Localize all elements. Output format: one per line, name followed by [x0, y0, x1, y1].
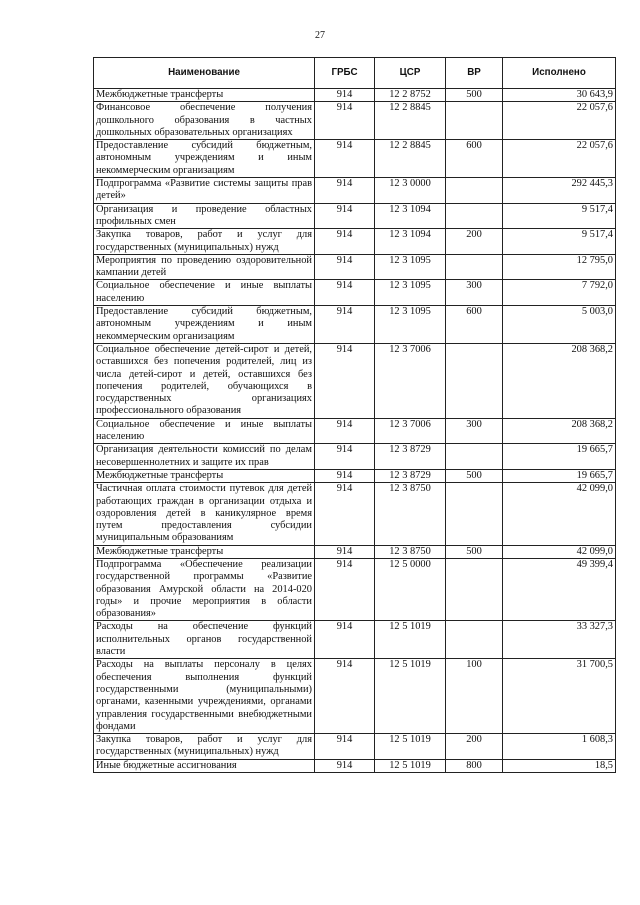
row-name: Организация деятельности комиссий по делам несовершеннолетних и защите их прав — [94, 444, 315, 470]
row-vr: 300 — [446, 418, 503, 444]
row-vr: 500 — [446, 469, 503, 482]
row-amount: 7 792,0 — [503, 280, 616, 306]
row-csr: 12 3 8750 — [375, 483, 446, 545]
row-vr: 500 — [446, 89, 503, 102]
header-amount: Исполнено — [503, 58, 616, 89]
row-amount: 22 057,6 — [503, 102, 616, 140]
row-amount: 19 665,7 — [503, 469, 616, 482]
row-name: Организация и проведение областных профильных смен — [94, 203, 315, 229]
row-name: Подпрограмма «Развитие системы защиты прав детей» — [94, 178, 315, 204]
row-vr: 200 — [446, 734, 503, 760]
row-grbs: 914 — [315, 545, 375, 558]
row-csr: 12 3 7006 — [375, 343, 446, 418]
table-row — [94, 306, 616, 344]
row-name: Финансовое обеспечение получения дошкольного образования в частных дошкольных образовательных организациях — [94, 102, 315, 140]
table-row — [94, 734, 616, 760]
row-csr: 12 5 1019 — [375, 759, 446, 772]
row-vr: 600 — [446, 306, 503, 344]
row-amount: 9 517,4 — [503, 203, 616, 229]
row-amount: 33 327,3 — [503, 621, 616, 659]
row-grbs: 914 — [315, 178, 375, 204]
row-csr: 12 2 8845 — [375, 102, 446, 140]
row-vr — [446, 254, 503, 280]
table-row — [94, 558, 616, 620]
row-grbs: 914 — [315, 306, 375, 344]
row-csr: 12 3 1094 — [375, 203, 446, 229]
row-csr: 12 3 8729 — [375, 444, 446, 470]
table-row — [94, 444, 616, 470]
row-amount: 22 057,6 — [503, 140, 616, 178]
table-row — [94, 545, 616, 558]
row-name: Социальное обеспечение и иные выплаты населению — [94, 418, 315, 444]
row-name: Расходы на обеспечение функций исполнительных органов государственной власти — [94, 621, 315, 659]
header-csr: ЦСР — [375, 58, 446, 89]
row-csr: 12 3 1095 — [375, 254, 446, 280]
table-row — [94, 178, 616, 204]
table-row — [94, 102, 616, 140]
table-row — [94, 621, 616, 659]
table-row — [94, 759, 616, 772]
row-vr: 500 — [446, 545, 503, 558]
row-csr: 12 5 0000 — [375, 558, 446, 620]
row-name: Предоставление субсидий бюджетным, автономным учреждениям и иным некоммерческим организациям — [94, 140, 315, 178]
row-vr — [446, 558, 503, 620]
table-row — [94, 140, 616, 178]
row-csr: 12 3 1095 — [375, 280, 446, 306]
table-row — [94, 203, 616, 229]
table-row — [94, 483, 616, 545]
row-grbs: 914 — [315, 254, 375, 280]
row-amount: 292 445,3 — [503, 178, 616, 204]
page-number: 27 — [315, 30, 325, 41]
row-vr — [446, 343, 503, 418]
row-name: Межбюджетные трансферты — [94, 469, 315, 482]
row-grbs: 914 — [315, 280, 375, 306]
row-name: Социальное обеспечение детей-сирот и детей, оставшихся без попечения родителей, лиц из числа детей-сирот и детей, оставшихся без попечения родителей, обучающихся в государственных организациях профессионального образования — [94, 343, 315, 418]
header-vr: ВР — [446, 58, 503, 89]
row-grbs: 914 — [315, 759, 375, 772]
row-vr: 100 — [446, 659, 503, 734]
row-name: Социальное обеспечение и иные выплаты населению — [94, 280, 315, 306]
row-name: Подпрограмма «Обеспечение реализации государственной программы «Развитие образования Амурской области на 2014-020 годы» и прочие мероприятия в области образования» — [94, 558, 315, 620]
row-amount: 18,5 — [503, 759, 616, 772]
table-row — [94, 280, 616, 306]
row-amount: 208 368,2 — [503, 418, 616, 444]
row-amount: 42 099,0 — [503, 483, 616, 545]
row-grbs: 914 — [315, 343, 375, 418]
row-csr: 12 5 1019 — [375, 734, 446, 760]
row-amount: 5 003,0 — [503, 306, 616, 344]
row-csr: 12 3 1095 — [375, 306, 446, 344]
table-header-row — [94, 58, 616, 89]
row-name: Предоставление субсидий бюджетным, автономным учреждениям и иным некоммерческим организациям — [94, 306, 315, 344]
row-csr: 12 3 7006 — [375, 418, 446, 444]
row-vr: 200 — [446, 229, 503, 255]
budget-table — [93, 57, 616, 773]
row-vr: 800 — [446, 759, 503, 772]
row-amount: 19 665,7 — [503, 444, 616, 470]
row-name: Закупка товаров, работ и услуг для государственных (муниципальных) нужд — [94, 734, 315, 760]
row-csr: 12 3 1094 — [375, 229, 446, 255]
row-csr: 12 2 8845 — [375, 140, 446, 178]
row-name: Мероприятия по проведению оздоровительной кампании детей — [94, 254, 315, 280]
row-name: Межбюджетные трансферты — [94, 89, 315, 102]
row-grbs: 914 — [315, 418, 375, 444]
row-csr: 12 3 0000 — [375, 178, 446, 204]
row-amount: 12 795,0 — [503, 254, 616, 280]
row-csr: 12 2 8752 — [375, 89, 446, 102]
row-grbs: 914 — [315, 203, 375, 229]
row-vr — [446, 621, 503, 659]
row-csr: 12 3 8750 — [375, 545, 446, 558]
row-csr: 12 3 8729 — [375, 469, 446, 482]
table-row — [94, 343, 616, 418]
table-row — [94, 89, 616, 102]
row-grbs: 914 — [315, 483, 375, 545]
table-row — [94, 229, 616, 255]
row-name: Межбюджетные трансферты — [94, 545, 315, 558]
row-name: Частичная оплата стоимости путевок для детей работающих граждан в организации отдыха и оздоровления детей в каникулярное время путем предоставления субсидии муниципальным образованиям — [94, 483, 315, 545]
row-vr — [446, 178, 503, 204]
row-vr — [446, 444, 503, 470]
row-amount: 31 700,5 — [503, 659, 616, 734]
row-grbs: 914 — [315, 229, 375, 255]
row-name: Расходы на выплаты персоналу в целях обеспечения выполнения функций государственными (муниципальными) органами, казенными учреждениями, органами управления государственными внебюджетными фондами — [94, 659, 315, 734]
table-row — [94, 469, 616, 482]
row-grbs: 914 — [315, 558, 375, 620]
row-csr: 12 5 1019 — [375, 659, 446, 734]
row-grbs: 914 — [315, 102, 375, 140]
header-grbs: ГРБС — [315, 58, 375, 89]
row-vr: 600 — [446, 140, 503, 178]
row-vr — [446, 102, 503, 140]
row-grbs: 914 — [315, 621, 375, 659]
header-name: Наименование — [94, 58, 315, 89]
row-name: Закупка товаров, работ и услуг для государственных (муниципальных) нужд — [94, 229, 315, 255]
row-grbs: 914 — [315, 444, 375, 470]
row-name: Иные бюджетные ассигнования — [94, 759, 315, 772]
row-amount: 1 608,3 — [503, 734, 616, 760]
row-vr — [446, 483, 503, 545]
row-grbs: 914 — [315, 734, 375, 760]
table-row — [94, 659, 616, 734]
row-amount: 208 368,2 — [503, 343, 616, 418]
table-row — [94, 254, 616, 280]
table-row — [94, 418, 616, 444]
row-grbs: 914 — [315, 140, 375, 178]
row-amount: 42 099,0 — [503, 545, 616, 558]
row-amount: 49 399,4 — [503, 558, 616, 620]
row-csr: 12 5 1019 — [375, 621, 446, 659]
row-grbs: 914 — [315, 659, 375, 734]
row-vr — [446, 203, 503, 229]
row-grbs: 914 — [315, 89, 375, 102]
row-amount: 30 643,9 — [503, 89, 616, 102]
row-vr: 300 — [446, 280, 503, 306]
row-amount: 9 517,4 — [503, 229, 616, 255]
row-grbs: 914 — [315, 469, 375, 482]
